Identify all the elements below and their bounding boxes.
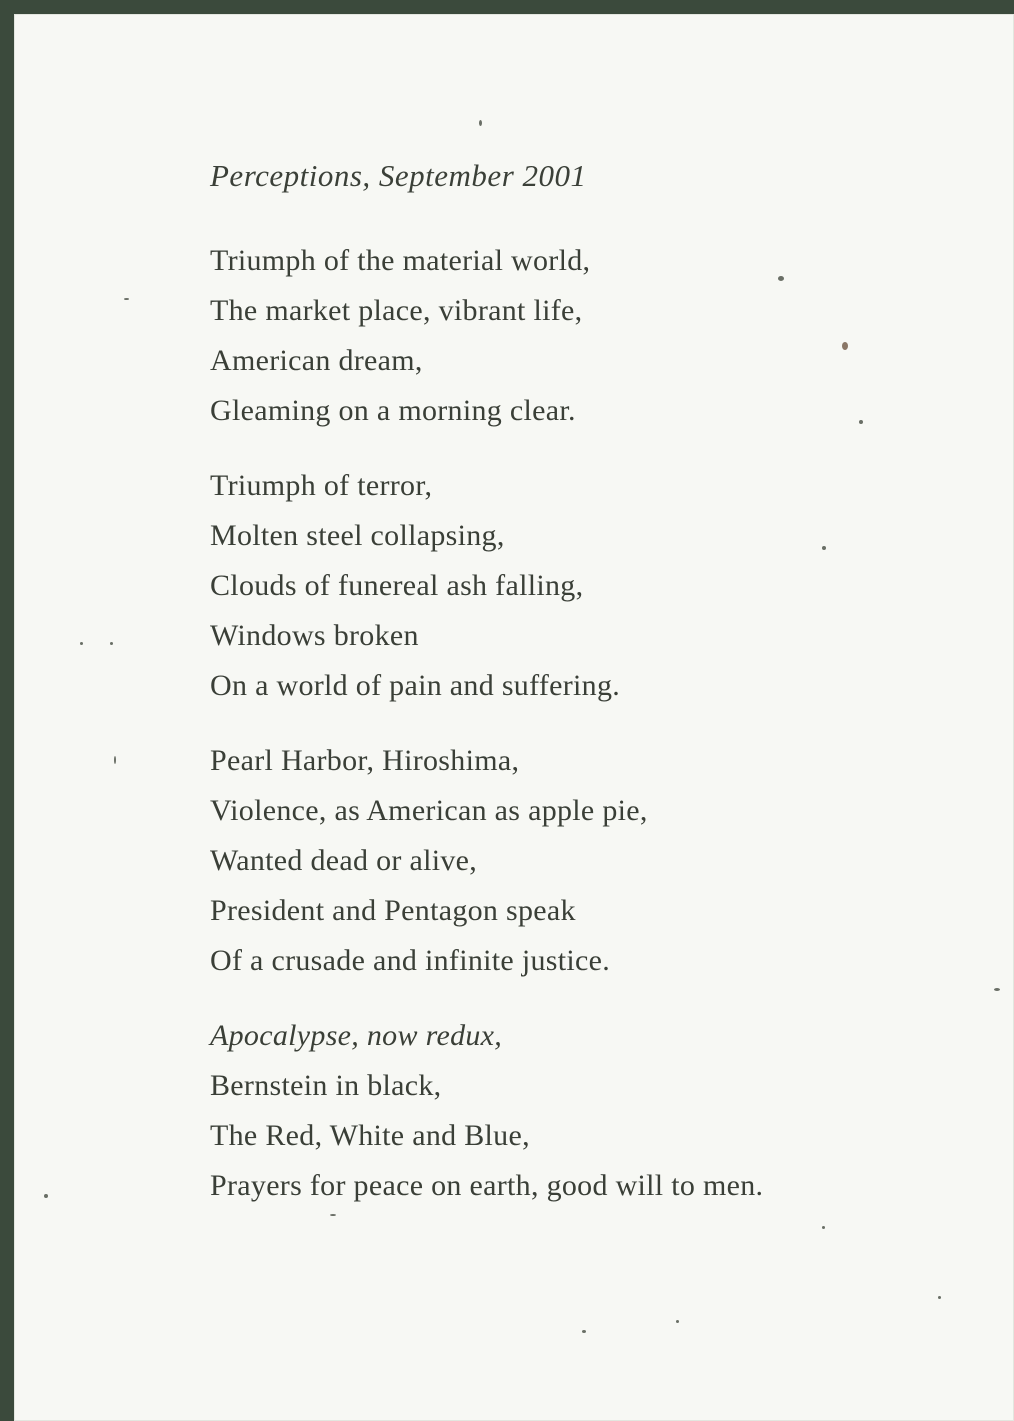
paper-speck: [44, 1194, 48, 1198]
paper-speck: [582, 1330, 586, 1333]
paper-speck: [110, 642, 113, 645]
poem-line: Wanted dead or alive,: [210, 844, 478, 877]
paper-speck: [676, 1320, 679, 1323]
poem-line: Gleaming on a morning clear.: [210, 394, 576, 427]
paper-speck: [938, 1296, 941, 1299]
paper-speck: [479, 120, 482, 126]
poem-line: Violence, as American as apple pie,: [210, 794, 648, 827]
poem-line: Triumph of terror,: [210, 469, 433, 502]
poem-line: Of a crusade and infinite justice.: [210, 944, 611, 977]
poem-line: President and Pentagon speak: [210, 894, 576, 927]
paper-speck: [114, 756, 116, 764]
poem-line: Apocalypse, now redux,: [210, 1019, 503, 1052]
poem-card: [14, 14, 1014, 1421]
poem-line: Bernstein in black,: [210, 1069, 442, 1102]
stanza-3: [210, 736, 970, 986]
poem-line: On a world of pain and suffering.: [210, 669, 621, 702]
paper-speck: [80, 642, 83, 645]
poem: [210, 154, 970, 1236]
paper-speck: [994, 988, 1000, 991]
poem-line: The Red, White and Blue,: [210, 1119, 530, 1152]
poem-line: American dream,: [210, 344, 423, 377]
paper-speck: [124, 298, 129, 300]
poem-line: Triumph of the material world,: [210, 244, 591, 277]
poem-line: Windows broken: [210, 619, 419, 652]
poem-line: Clouds of funereal ash falling,: [210, 569, 584, 602]
poem-line: Molten steel collapsing,: [210, 519, 505, 552]
stanza-1: [210, 236, 970, 436]
poem-line: Pearl Harbor, Hiroshima,: [210, 744, 520, 777]
stanza-4: [210, 1011, 970, 1211]
poem-line: The market place, vibrant life,: [210, 294, 583, 327]
poem-title: Perceptions, September 2001: [210, 158, 587, 193]
poem-line: Prayers for peace on earth, good will to men.: [210, 1169, 764, 1202]
stanza-2: [210, 461, 970, 711]
